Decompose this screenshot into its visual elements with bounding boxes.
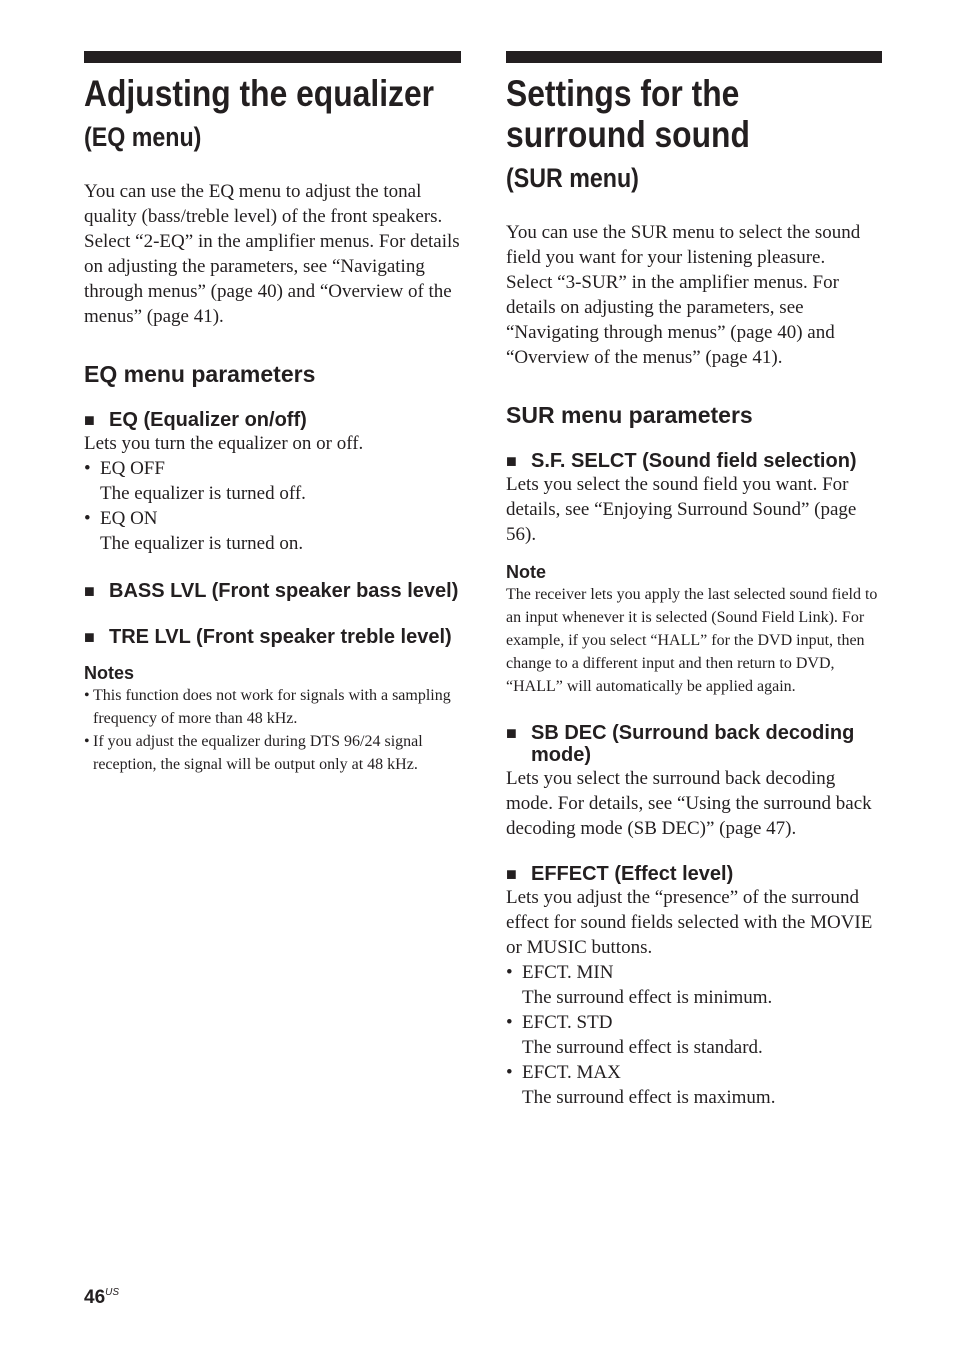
option-item [84,506,461,531]
page-region: US [105,1287,120,1298]
parameter-heading [506,863,882,885]
bullet-icon: • [84,687,90,704]
parameter-heading-text: EFFECT (Effect level) [531,863,734,885]
option-description: The equalizer is turned on. [100,533,304,554]
square-bullet-icon: ■ [506,723,517,743]
option-description: The surround effect is standard. [522,1037,763,1058]
option-label: EFCT. MIN [522,962,614,983]
option-description: The equalizer is turned off. [100,483,306,504]
page-title: Settings for the surround sound [506,73,750,155]
bullet-icon: • [506,1012,513,1033]
option-label: EFCT. STD [522,1012,613,1033]
square-bullet-icon: ■ [506,864,517,884]
square-bullet-icon: ■ [84,410,95,430]
intro-paragraph: Select “2-EQ” in the amplifier menus. For details on adjusting the parameters, see “Navigating through menus” (page 40) and “Overview of the menus” (page 41). [84,231,460,327]
section-rule [84,51,461,63]
page-title: Adjusting the equalizer [84,73,435,114]
intro-paragraph: You can use the EQ menu to adjust the tonal quality (bass/treble level) of the front speakers. [84,181,443,227]
option-item [506,1010,882,1035]
bullet-icon: • [84,458,91,479]
notes-heading: Notes [84,663,135,683]
parameter-heading [84,626,461,648]
square-bullet-icon: ■ [506,451,517,471]
option-item [506,960,882,985]
bullet-icon: • [84,508,91,529]
parameter-heading-text: BASS LVL (Front speaker bass level) [109,580,459,602]
square-bullet-icon: ■ [84,627,95,647]
right-column [506,51,882,1110]
note-text: If you adjust the equalizer during DTS 96/24 signal reception, the signal will be output only at 48 kHz. [93,733,423,773]
option-item [506,1060,882,1085]
intro-paragraph: You can use the SUR menu to select the sound field you want for your listening pleasure. [506,222,861,268]
section-heading: SUR menu parameters [506,402,753,428]
left-column [84,51,461,776]
square-bullet-icon: ■ [84,581,95,601]
option-label: EFCT. MAX [522,1062,621,1083]
page-subtitle: (SUR menu) [506,163,639,193]
parameter-heading-text: S.F. SELCT (Sound field selection) [531,450,857,472]
parameter-heading [84,409,461,431]
page-number-value: 46 [84,1287,106,1308]
parameter-heading-text: TRE LVL (Front speaker treble level) [109,626,452,648]
parameter-heading-text: SB DEC (Surround back decoding mode) [531,722,855,766]
intro-paragraph: Select “3-SUR” in the amplifier menus. For details on adjusting the parameters, see “Navigating through menus” (page 40) and “Overview of the menus” (page 41). [506,272,839,368]
note-item [84,730,461,776]
note-text: The receiver lets you apply the last selected sound field to an input whenever it is selected (Sound Field Link). For example, if you select “HALL” for the DVD input, then change to a different input and then return to DVD, “HALL” will automatically be applied again. [506,586,878,695]
bullet-icon: • [506,962,513,983]
parameter-description: Lets you select the surround back decoding mode. For details, see “Using the surround back decoding mode (SB DEC)” (page 47). [506,768,872,839]
parameter-heading [84,580,461,602]
option-label: EQ OFF [100,458,165,479]
parameter-description: Lets you turn the equalizer on or off. [84,433,364,454]
page-subtitle: (EQ menu) [84,122,202,152]
parameter-description: Lets you select the sound field you want. For details, see “Enjoying Surround Sound” (page 56). [506,474,857,545]
option-description: The surround effect is minimum. [522,987,773,1008]
page-number [84,1282,119,1309]
parameter-description: Lets you adjust the “presence” of the surround effect for sound fields selected with the MOVIE or MUSIC buttons. [506,887,873,958]
note-text: This function does not work for signals with a sampling frequency of more than 48 kHz. [93,687,451,727]
section-rule [506,51,882,63]
option-item [84,456,461,481]
bullet-icon: • [84,733,90,750]
option-description: The surround effect is maximum. [522,1087,776,1108]
note-item [84,684,461,730]
parameter-heading-text: EQ (Equalizer on/off) [109,409,307,431]
note-heading: Note [506,562,546,582]
parameter-heading [506,450,882,472]
option-label: EQ ON [100,508,158,529]
parameter-heading [506,722,882,766]
section-heading: EQ menu parameters [84,361,316,387]
bullet-icon: • [506,1062,513,1083]
